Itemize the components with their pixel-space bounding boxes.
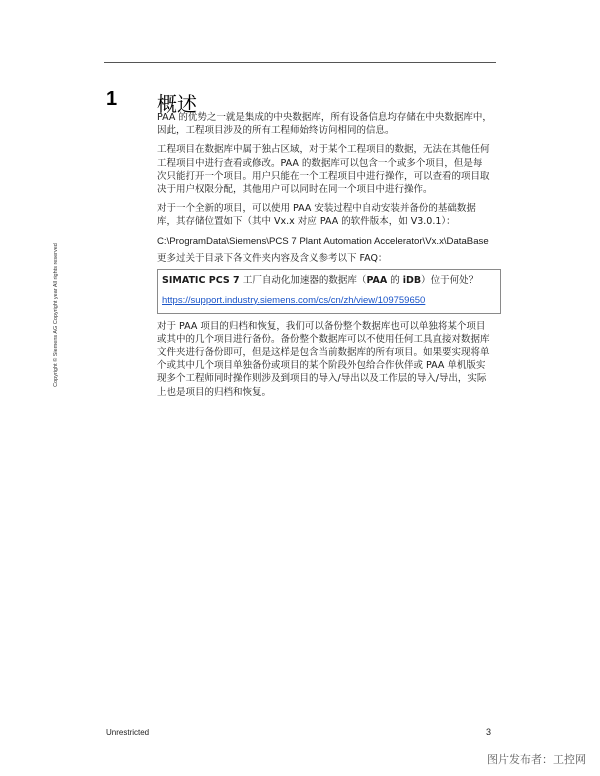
faq-link[interactable]: https://support.industry.siemens.com/cs/cn/zh/view/109759650 bbox=[162, 294, 426, 306]
paragraph-intro bbox=[157, 111, 501, 137]
paragraph-line: 工程项目在数据库中属于独占区域，对于某个工程项目的数据，无法在其他任何 bbox=[157, 144, 490, 156]
chapter-number: 1 bbox=[106, 88, 118, 110]
faq-intro: 更多过关于目录下各文件夹内容及含义参考以下 FAQ： bbox=[157, 252, 388, 264]
faq-title-part: 的 bbox=[387, 274, 403, 286]
faq-box bbox=[157, 269, 501, 314]
paragraph-line: 文件夹进行备份即可，但是这样是包含当前数据库的所有项目。如果要实现将单 bbox=[157, 347, 490, 359]
paragraph-line: 上也是项目的归档和恢复。 bbox=[157, 386, 272, 398]
paragraph-line: 因此，工程项目涉及的所有工程师始终访问相同的信息。 bbox=[157, 125, 395, 137]
faq-title-part: ）位于何处？ bbox=[421, 274, 479, 286]
paragraph-line: 个或其中几个项目单独备份或项目的某个阶段外包给合作伙伴或 PAA 单机版实 bbox=[157, 360, 486, 372]
paragraph-base-database bbox=[157, 202, 501, 228]
faq-title-part: SIMATIC PCS 7 bbox=[162, 274, 243, 286]
publisher-watermark: 图片发布者：工控网 bbox=[487, 753, 586, 766]
paragraph-line: 现多个工程师同时操作则涉及到项目的导入/导出以及工作层的导入/导出，实际 bbox=[157, 373, 487, 385]
paragraph-line: PAA 的优势之一就是集成的中央数据库，所有设备信息均存储在中央数据库中， bbox=[157, 112, 492, 123]
chapter-title: 概述 bbox=[157, 92, 197, 116]
faq-title bbox=[162, 274, 492, 288]
page-number: 3 bbox=[486, 727, 492, 737]
faq-title-part: 工厂自动化加速器的数据库（ bbox=[242, 274, 367, 286]
storage-path: C:\ProgramData\Siemens\PCS 7 Plant Automation Accelerator\Vx.x\DataBase bbox=[157, 235, 489, 247]
document-body bbox=[157, 111, 501, 405]
paragraph-line: 对于 PAA 项目的归档和恢复，我们可以备份整个数据库也可以单独将某个项目 bbox=[157, 320, 486, 332]
paragraph-archive-restore bbox=[157, 320, 501, 399]
paragraph-line: 工程项目中进行查看或修改。PAA 的数据库可以包含一个或多个项目，但是每 bbox=[157, 157, 483, 169]
paragraph-project-scope bbox=[157, 143, 501, 196]
paragraph-line: 库，其存储位置如下（其中 Vx.x 对应 PAA 的软件版本，如 V3.0.1）： bbox=[157, 216, 456, 228]
faq-title-part: PAA bbox=[366, 274, 388, 286]
paragraph-line: 次只能打开一个项目。用户只能在一个工程项目中进行操作，可以查看的项目取 bbox=[157, 170, 490, 182]
footer-classification: Unrestricted bbox=[106, 728, 150, 737]
paragraph-line: 或其中的几个项目进行备份。备份整个数据库可以不使用任何工具直接对数据库 bbox=[157, 333, 490, 345]
paragraph-line: 决于用户权限分配，其他用户可以同时在同一个项目中进行操作。 bbox=[157, 184, 433, 196]
faq-title-part: iDB bbox=[402, 274, 422, 286]
side-copyright-text: Copyright © Siemens AG Copyright year All rights reserved bbox=[53, 243, 59, 387]
paragraph-line: 对于一个全新的项目，可以使用 PAA 安装过程中自动安装并备份的基础数据 bbox=[157, 203, 476, 215]
header-rule bbox=[104, 62, 496, 63]
